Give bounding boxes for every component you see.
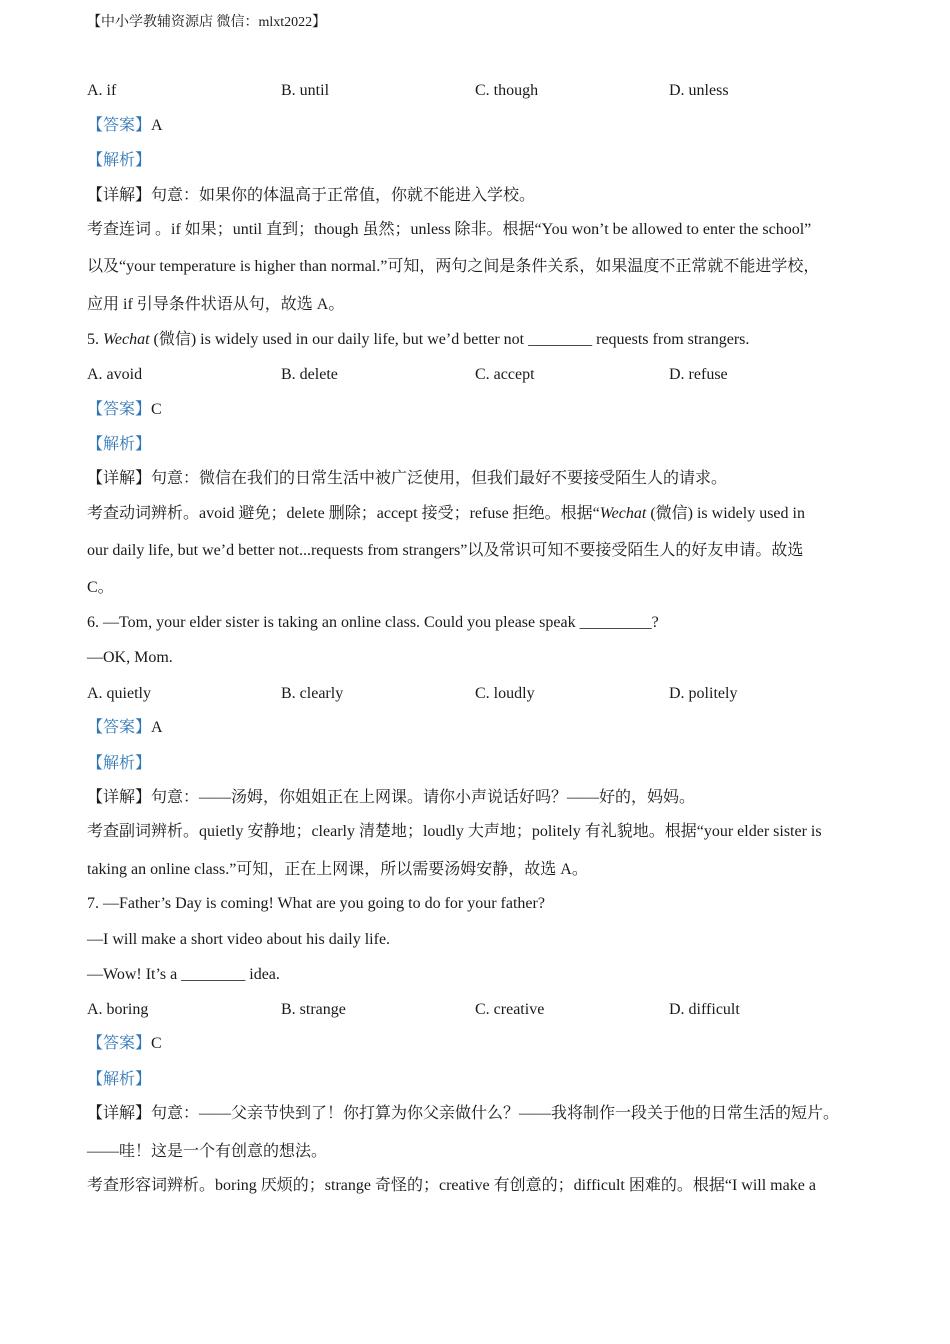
- q7-answer: [87, 1034, 162, 1054]
- q5-option-d: D. refuse: [669, 366, 728, 383]
- q5-analysis-wechat: Wechat: [599, 505, 647, 522]
- q4-answer: [87, 116, 163, 136]
- q6-option-b: B. clearly: [281, 685, 344, 702]
- q6-option-c: C. loudly: [475, 685, 535, 702]
- answer-tag: 【答案】: [87, 719, 152, 736]
- answer-tag: 【答案】: [87, 1035, 152, 1052]
- answer-tag: 【答案】: [87, 117, 152, 134]
- q5-answer-value: C: [151, 401, 162, 418]
- q4-analysis-line-3: 应用 if 引导条件状语从句，故选 A。: [87, 296, 345, 313]
- q7-analysis-tag: 【解析】: [87, 1071, 152, 1088]
- q4-analysis-tag: 【解析】: [87, 152, 152, 169]
- detail-tag: 【详解】: [87, 470, 152, 487]
- q4-option-b: B. until: [281, 82, 330, 99]
- q7-detail-text: 句意：——父亲节快到了！你打算为你父亲做什么？——我将制作一段关于他的日常生活的短片。: [151, 1105, 840, 1122]
- q4-option-d: D. unless: [669, 82, 729, 99]
- q6-detail: [87, 788, 695, 808]
- q5-stem: [87, 330, 749, 350]
- q7-detail-line-2: ——哇！这是一个有创意的想法。: [87, 1143, 328, 1160]
- q6-option-a: A. quietly: [87, 685, 151, 702]
- q7-analysis-line-1: 考查形容词辨析。boring 厌烦的；strange 奇怪的；creative 有创意的；difficult 困难的。根据“I will make a: [87, 1177, 816, 1194]
- q5-analysis-line-2: our daily life, but we’d better not...requests from strangers”以及常识可知不要接受陌生人的好友申请。故选: [87, 542, 804, 559]
- q5-answer: [87, 400, 162, 420]
- q5-option-c: C. accept: [475, 366, 535, 383]
- q7-line-3: —Wow! It’s a ________ idea.: [87, 966, 280, 983]
- q7-option-c: C. creative: [475, 1001, 545, 1018]
- q6-detail-text: 句意：——汤姆，你姐姐正在上网课。请你小声说话好吗？——好的，妈妈。: [151, 789, 696, 806]
- q5-analysis-line-3: C。: [87, 579, 114, 596]
- q5-stem-rest: (微信) is widely used in our daily life, but we’d better not ________ requests from strangers.: [149, 331, 750, 348]
- detail-tag: 【详解】: [87, 1105, 152, 1122]
- q5-option-b: B. delete: [281, 366, 338, 383]
- q7-option-d: D. difficult: [669, 1001, 740, 1018]
- q5-analysis-1b: (微信) is widely used in: [646, 505, 805, 522]
- detail-tag: 【详解】: [87, 187, 152, 204]
- q6-answer: [87, 718, 163, 738]
- q5-number: 5.: [87, 331, 103, 348]
- q7-detail: [87, 1104, 839, 1124]
- q5-option-a: A. avoid: [87, 366, 143, 383]
- q6-option-d: D. politely: [669, 685, 738, 702]
- q5-analysis-line-1: [87, 504, 805, 524]
- q6-reply: —OK, Mom.: [87, 649, 173, 666]
- detail-tag: 【详解】: [87, 789, 152, 806]
- q4-option-a: A. if: [87, 82, 117, 99]
- q6-stem: 6. —Tom, your elder sister is taking an online class. Could you please speak _________?: [87, 614, 659, 631]
- q5-wechat: Wechat: [103, 331, 150, 348]
- q5-detail: [87, 469, 727, 489]
- q4-answer-value: A: [151, 117, 163, 134]
- q7-line-2: —I will make a short video about his daily life.: [87, 931, 391, 948]
- q7-option-b: B. strange: [281, 1001, 346, 1018]
- q4-detail-text: 句意：如果你的体温高于正常值，你就不能进入学校。: [151, 187, 536, 204]
- answer-tag: 【答案】: [87, 401, 152, 418]
- q6-analysis-line-2: taking an online class.”可知，正在上网课，所以需要汤姆安静，故选 A。: [87, 861, 588, 878]
- q5-detail-text: 句意：微信在我们的日常生活中被广泛使用，但我们最好不要接受陌生人的请求。: [151, 470, 728, 487]
- q4-option-c: C. though: [475, 82, 539, 99]
- q5-analysis-tag: 【解析】: [87, 436, 152, 453]
- q7-stem: 7. —Father’s Day is coming! What are you going to do for your father?: [87, 895, 545, 912]
- q7-answer-value: C: [151, 1035, 162, 1052]
- page-header: 【中小学教辅资源店 微信：mlxt2022】: [87, 15, 327, 30]
- q6-analysis-tag: 【解析】: [87, 755, 152, 772]
- q6-answer-value: A: [151, 719, 163, 736]
- q6-analysis-line-1: 考查副词辨析。quietly 安静地；clearly 清楚地；loudly 大声地；politely 有礼貌地。根据“your elder sister is: [87, 823, 822, 840]
- q4-detail: [87, 186, 535, 206]
- q5-analysis-1a: 考查动词辨析。avoid 避免；delete 删除；accept 接受；refuse 拒绝。根据“: [87, 505, 600, 522]
- q4-analysis-line-1: 考查连词 。if 如果；until 直到；though 虽然；unless 除非。根据“You won’t be allowed to enter the school”: [87, 221, 812, 238]
- q4-analysis-line-2: 以及“your temperature is higher than normal.”可知，两句之间是条件关系，如果温度不正常就不能进学校，: [87, 258, 820, 275]
- q7-option-a: A. boring: [87, 1001, 149, 1018]
